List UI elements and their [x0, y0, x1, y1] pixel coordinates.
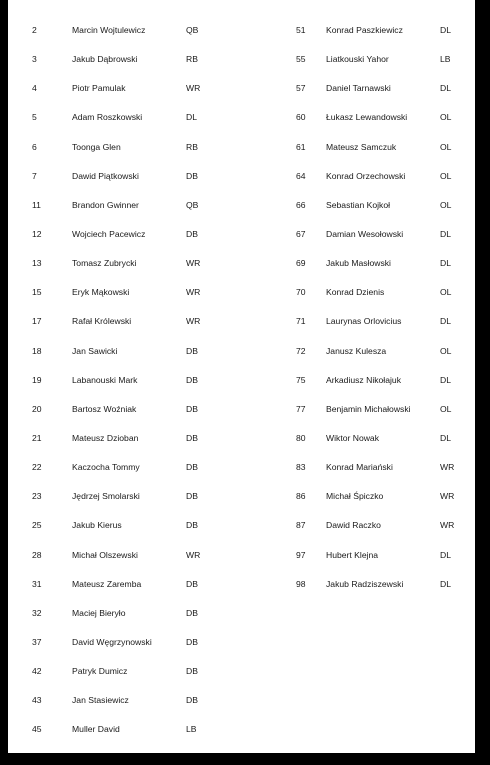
player-number: 17	[32, 316, 42, 327]
roster-column-right	[260, 17, 480, 600]
player-number: 64	[296, 170, 306, 181]
player-number: 13	[32, 258, 42, 269]
player-position: RB	[186, 141, 198, 152]
player-position: DB	[186, 578, 198, 589]
player-number: 20	[32, 403, 42, 414]
player-number: 83	[296, 462, 306, 473]
player-number: 28	[32, 549, 42, 560]
player-name: Michał Olszewski	[72, 549, 138, 560]
player-number: 5	[32, 112, 37, 123]
player-position: WR	[440, 462, 455, 473]
roster-row	[8, 221, 228, 250]
player-number: 42	[32, 666, 42, 677]
player-name: Dawid Raczko	[326, 520, 381, 531]
player-name: Tomasz Zubrycki	[72, 258, 137, 269]
player-position: LB	[440, 54, 451, 65]
player-number: 69	[296, 258, 306, 269]
player-position: DB	[186, 432, 198, 443]
roster-row	[8, 367, 228, 396]
player-name: Eryk Mąkowski	[72, 287, 130, 298]
roster-row	[260, 17, 480, 46]
player-position: WR	[186, 258, 201, 269]
player-number: 87	[296, 520, 306, 531]
player-position: DB	[186, 666, 198, 677]
player-name: David Węgrzynowski	[72, 636, 152, 647]
roster-row	[260, 221, 480, 250]
player-position: WR	[440, 520, 455, 531]
roster-row	[260, 338, 480, 367]
player-name: Rafał Królewski	[72, 316, 132, 327]
player-name: Labanouski Mark	[72, 374, 138, 385]
player-number: 12	[32, 228, 42, 239]
roster-row	[260, 542, 480, 571]
roster-row	[8, 134, 228, 163]
player-position: DB	[186, 228, 198, 239]
player-position: WR	[186, 549, 201, 560]
player-position: OL	[440, 403, 452, 414]
player-name: Mateusz Dzioban	[72, 432, 139, 443]
roster-row	[260, 46, 480, 75]
player-number: 86	[296, 491, 306, 502]
player-position: DB	[186, 695, 198, 706]
player-position: DB	[186, 636, 198, 647]
player-name: Konrad Paszkiewicz	[326, 25, 403, 35]
player-position: DL	[440, 83, 451, 94]
player-name: Maciej Bieryło	[72, 607, 126, 618]
roster-row	[260, 163, 480, 192]
roster-row	[8, 716, 228, 745]
roster-row	[8, 338, 228, 367]
player-number: 75	[296, 374, 306, 385]
player-number: 77	[296, 403, 306, 414]
player-position: DB	[186, 520, 198, 531]
player-name: Wiktor Nowak	[326, 432, 380, 443]
roster-row	[8, 658, 228, 687]
player-position: WR	[186, 316, 201, 327]
roster-row	[260, 308, 480, 337]
player-position: DL	[440, 432, 451, 443]
player-name: Brandon Gwinner	[72, 199, 139, 210]
roster-row	[8, 571, 228, 600]
player-position: OL	[440, 141, 452, 152]
player-position: DB	[186, 462, 198, 473]
player-position: DL	[440, 25, 451, 35]
player-position: OL	[440, 345, 452, 356]
roster-column-left	[8, 17, 228, 746]
roster-row	[260, 192, 480, 221]
player-position: DL	[440, 228, 451, 239]
player-name: Jędrzej Smolarski	[72, 491, 140, 502]
player-number: 51	[296, 25, 306, 35]
roster-row	[8, 17, 228, 46]
player-position: WR	[440, 491, 455, 502]
roster-row	[260, 104, 480, 133]
player-name: Marcin Wojtulewicz	[72, 25, 146, 35]
roster-row	[8, 512, 228, 541]
player-number: 55	[296, 54, 306, 65]
player-name: Łukasz Lewandowski	[326, 112, 408, 123]
roster-row	[260, 454, 480, 483]
roster-row	[8, 75, 228, 104]
player-position: DL	[440, 578, 451, 589]
roster-row	[260, 483, 480, 512]
roster-row	[8, 46, 228, 75]
player-position: WR	[186, 287, 201, 298]
player-number: 11	[32, 199, 41, 210]
player-name: Hubert Klejna	[326, 549, 379, 560]
roster-row	[260, 425, 480, 454]
player-name: Jakub Radziszewski	[326, 578, 404, 589]
roster-row	[8, 687, 228, 716]
player-number: 66	[296, 199, 306, 210]
player-position: QB	[186, 25, 199, 35]
player-name: Mateusz Samczuk	[326, 141, 397, 152]
player-name: Toonga Glen	[72, 141, 121, 152]
player-name: Bartosz Woźniak	[72, 403, 137, 414]
player-position: RB	[186, 54, 198, 65]
player-position: DL	[440, 374, 451, 385]
player-position: OL	[440, 199, 452, 210]
player-position: DL	[440, 258, 451, 269]
roster-row	[260, 512, 480, 541]
player-name: Liatkouski Yahor	[326, 54, 389, 65]
roster-row	[260, 279, 480, 308]
player-position: DL	[186, 112, 197, 123]
player-name: Patryk Dumicz	[72, 666, 128, 677]
player-position: DL	[440, 316, 451, 327]
player-number: 71	[296, 316, 306, 327]
player-number: 25	[32, 520, 42, 531]
roster-row	[8, 163, 228, 192]
player-number: 98	[296, 578, 306, 589]
player-name: Damian Wesołowski	[326, 228, 404, 239]
player-number: 32	[32, 607, 42, 618]
player-position: OL	[440, 170, 452, 181]
roster-row	[8, 250, 228, 279]
player-number: 43	[32, 695, 42, 706]
player-name: Benjamin Michałowski	[326, 403, 411, 414]
player-number: 57	[296, 83, 306, 94]
player-name: Arkadiusz Nikołajuk	[326, 374, 401, 385]
roster-row	[8, 542, 228, 571]
player-name: Jakub Dąbrowski	[72, 54, 138, 65]
player-name: Adam Roszkowski	[72, 112, 143, 123]
roster-row	[8, 279, 228, 308]
player-name: Jan Sawicki	[72, 345, 118, 356]
player-position: QB	[186, 199, 199, 210]
player-number: 31	[32, 578, 42, 589]
player-name: Wojciech Pacewicz	[72, 228, 146, 239]
player-number: 72	[296, 345, 306, 356]
player-name: Jakub Masłowski	[326, 258, 391, 269]
player-number: 2	[32, 25, 37, 35]
player-number: 21	[32, 432, 42, 443]
player-position: DB	[186, 170, 198, 181]
player-name: Janusz Kulesza	[326, 345, 387, 356]
roster-row	[8, 308, 228, 337]
player-number: 67	[296, 228, 306, 239]
roster-row	[260, 571, 480, 600]
player-position: OL	[440, 287, 452, 298]
player-position: DB	[186, 403, 198, 414]
player-name: Piotr Pamulak	[72, 83, 126, 94]
player-number: 97	[296, 549, 306, 560]
roster-row	[8, 454, 228, 483]
player-position: OL	[440, 112, 452, 123]
roster-row	[8, 104, 228, 133]
player-name: Sebastian Kojkoł	[326, 199, 391, 210]
roster-row	[8, 425, 228, 454]
player-name: Muller David	[72, 724, 120, 735]
player-name: Konrad Dzienis	[326, 287, 385, 298]
roster-row	[8, 629, 228, 658]
document-page	[8, 0, 475, 753]
roster-row	[8, 396, 228, 425]
player-name: Jakub Kierus	[72, 520, 122, 531]
player-name: Konrad Mariański	[326, 462, 393, 473]
player-name: Daniel Tarnawski	[326, 83, 391, 94]
player-number: 80	[296, 432, 306, 443]
player-position: DB	[186, 607, 198, 618]
player-position: DB	[186, 374, 198, 385]
player-name: Mateusz Zaremba	[72, 578, 142, 589]
roster-row	[260, 250, 480, 279]
player-position: WR	[186, 83, 201, 94]
roster-row	[260, 134, 480, 163]
roster-row	[8, 192, 228, 221]
player-number: 7	[32, 170, 37, 181]
roster-row	[260, 367, 480, 396]
player-number: 3	[32, 54, 37, 65]
player-position: LB	[186, 724, 197, 735]
player-number: 61	[296, 141, 306, 152]
player-number: 6	[32, 141, 37, 152]
player-number: 19	[32, 374, 42, 385]
roster-row	[8, 600, 228, 629]
player-position: DB	[186, 491, 198, 502]
player-name: Jan Stasiewicz	[72, 695, 129, 706]
player-number: 70	[296, 287, 306, 298]
player-name: Kaczocha Tommy	[72, 462, 140, 473]
player-position: DB	[186, 345, 198, 356]
player-name: Dawid Piątkowski	[72, 170, 139, 181]
player-number: 4	[32, 83, 37, 94]
player-name: Konrad Orzechowski	[326, 170, 406, 181]
player-number: 23	[32, 491, 42, 502]
player-name: Michał Śpiczko	[326, 491, 384, 502]
player-number: 18	[32, 345, 42, 356]
roster-row	[260, 396, 480, 425]
player-position: DL	[440, 549, 451, 560]
player-number: 60	[296, 112, 306, 123]
player-number: 15	[32, 287, 42, 298]
player-number: 37	[32, 636, 42, 647]
player-number: 45	[32, 724, 42, 735]
player-number: 22	[32, 462, 42, 473]
roster-row	[8, 483, 228, 512]
roster-row	[260, 75, 480, 104]
player-name: Laurynas Orlovicius	[326, 316, 402, 327]
